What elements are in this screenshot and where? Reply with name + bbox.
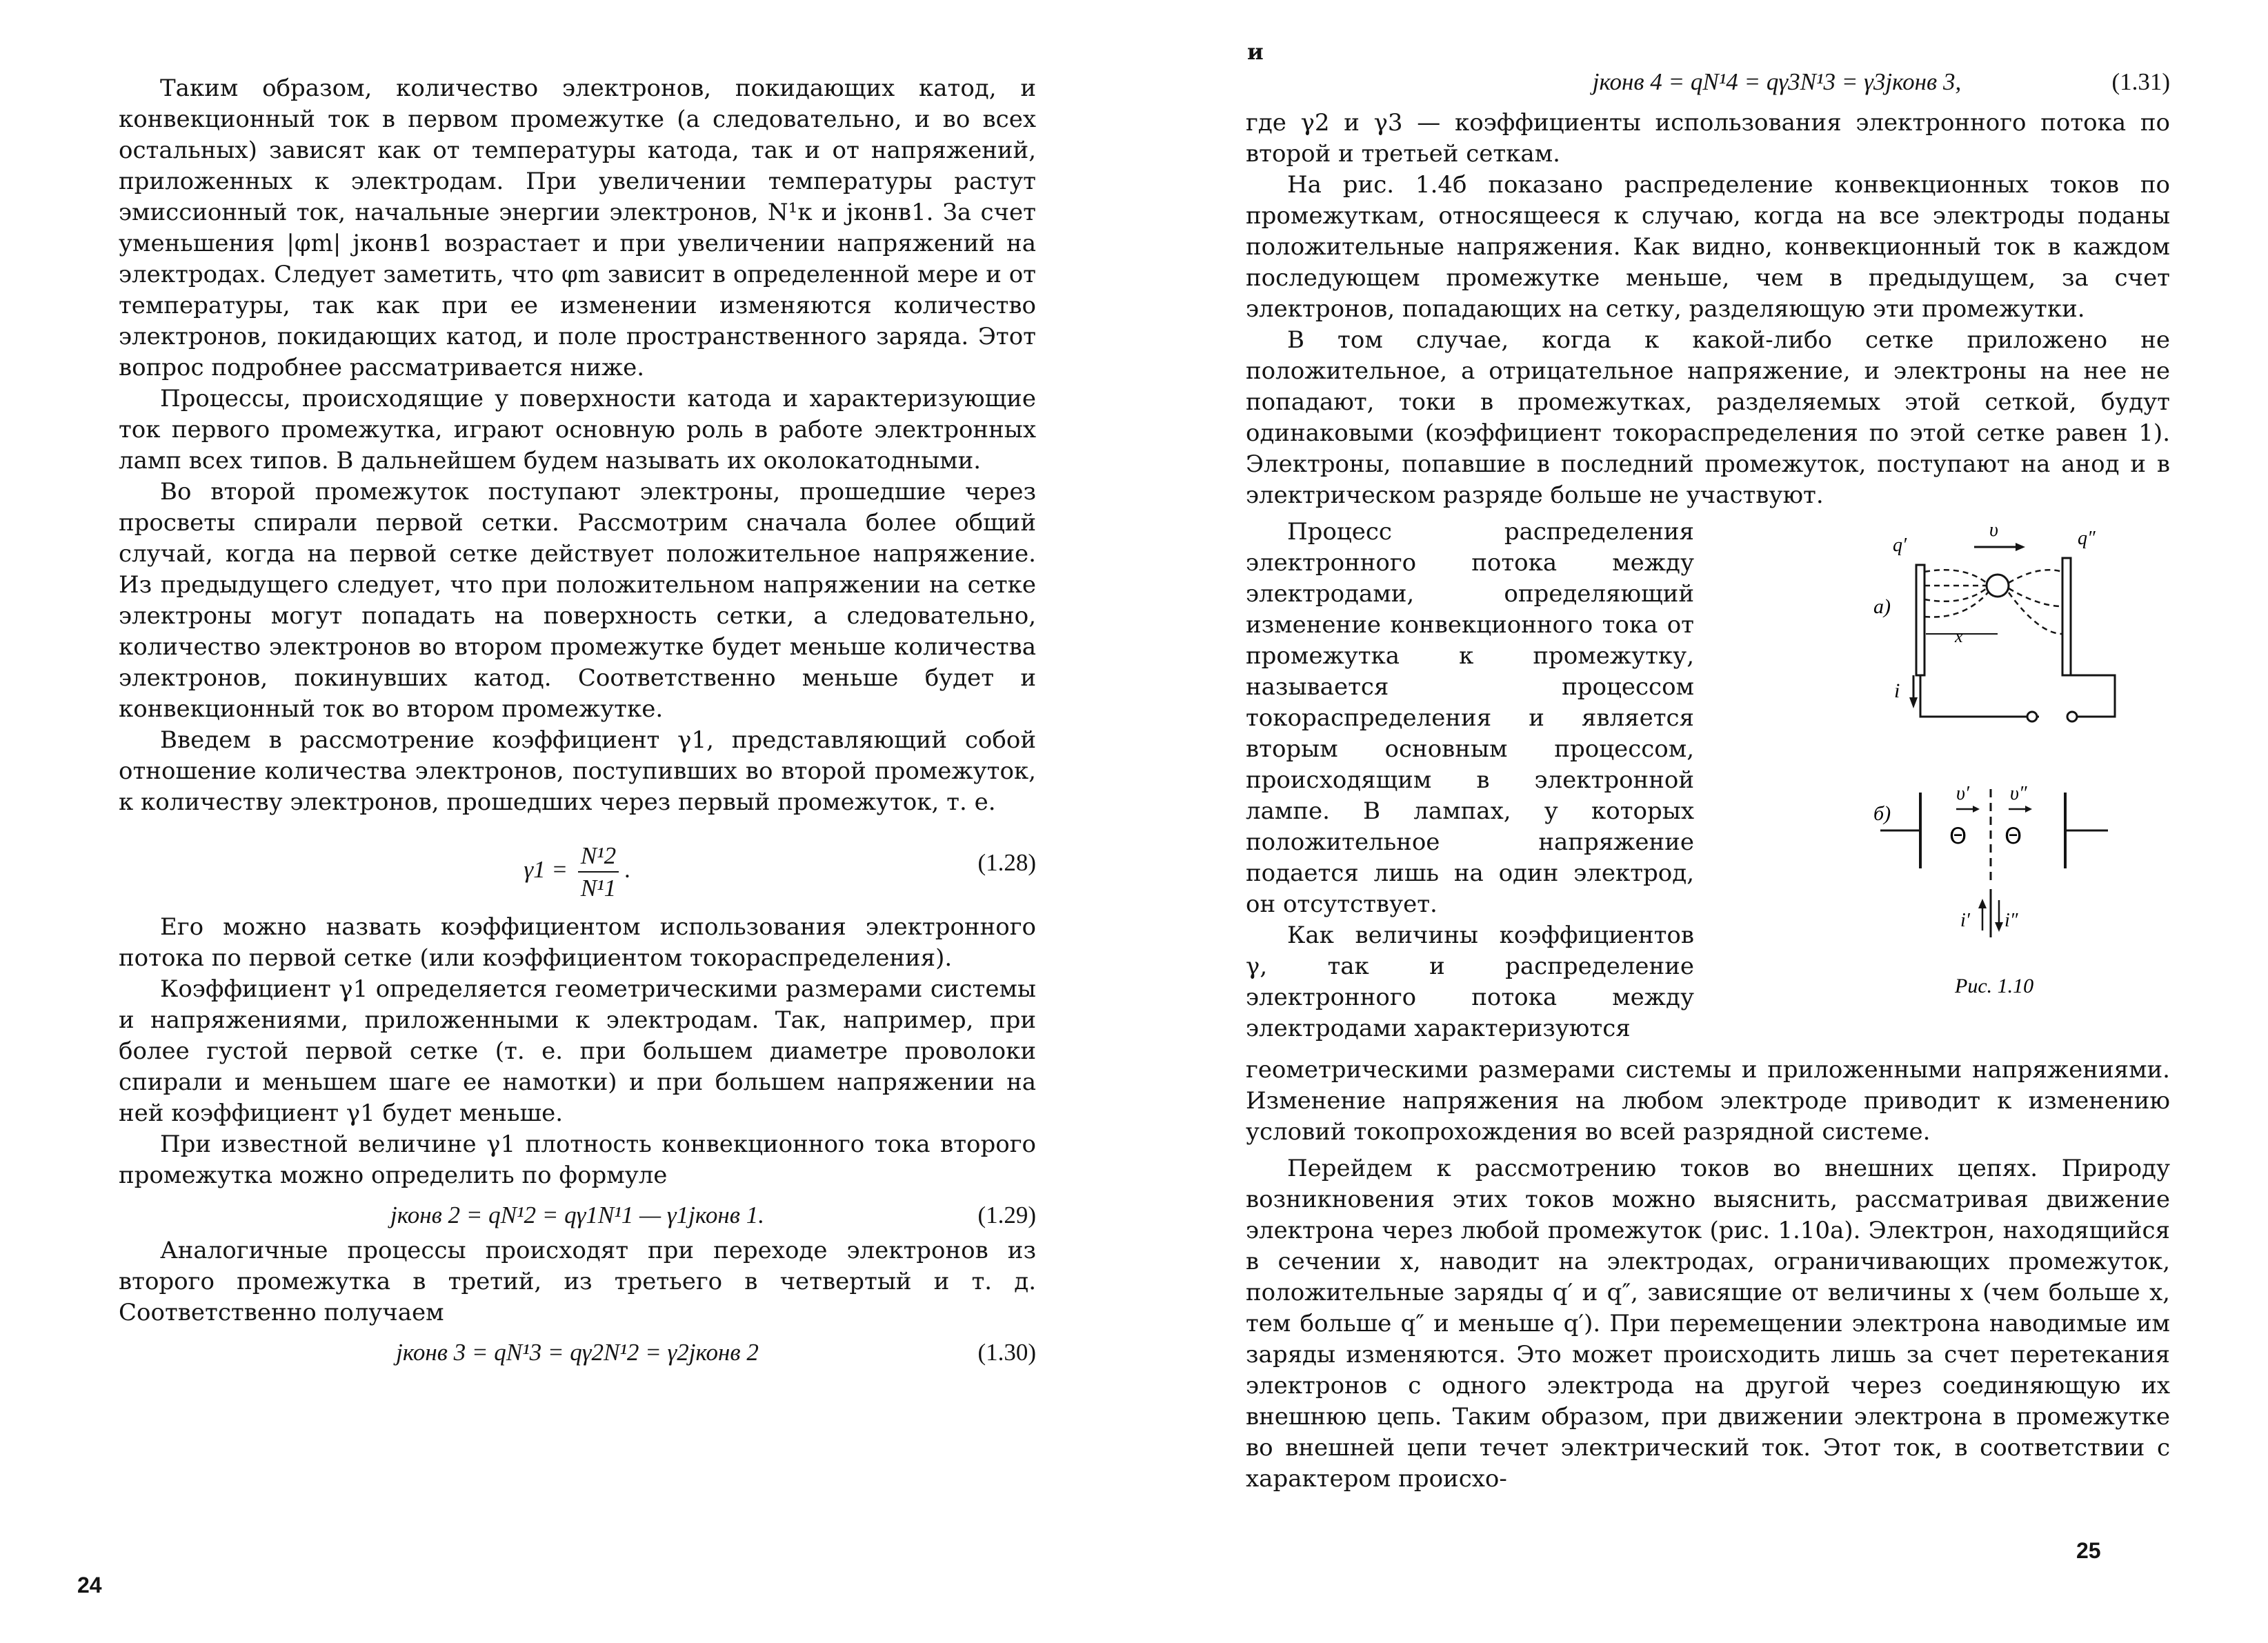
paragraph: В том случае, когда к какой-либо сетке приложено не положительное, а отрицательное напряжение, и электроны на нее не попадают, токи в промежутках, разделяемых этой сеткой, будут одинаковыми (коэффициент токораспределения по этой сетке равен 1). Электроны, попавшие в последний промежуток, поступают на анод и в электрическом разряде больше не участвуют. [1246,326,2170,509]
paragraph: где γ2 и γ3 — коэффициенты использования электронного потока по второй и третьей сеткам. [1246,109,2170,168]
paragraph: Процессы, происходящие у поверхности катода и характеризующие ток первого промежутка, играют основную роль в работе электронных ламп всех типов. В дальнейшем будем называть их околокатодными. [119,385,1036,475]
eq-tail: . [624,856,631,884]
electrode-left [1916,565,1924,675]
equation-text: jконв 4 = qN¹4 = qγ3N¹3 = γ3jконв 3, [1592,68,1962,95]
equation-number: (1.28) [977,849,1036,876]
label-a: а) [1873,595,1891,618]
label-b: б) [1873,802,1891,825]
equation-text: jконв 2 = qN¹2 = qγ1N¹1 — γ1jконв 1. [390,1202,764,1228]
label-v1: υ′ [1956,783,1969,804]
electron-a [1987,575,2009,597]
terminal-right [2067,712,2077,721]
equation-1-28 [119,825,1036,901]
label-i: i [1894,679,1900,702]
paragraph: Во второй промежуток поступают электроны, прошедшие через просветы спирали первой сетки. Рассмотрим сначала более общий случай, когда на первой сетке действует положительное напряжение. Из предыдущего следует, что при положительном напряжении на сетке электроны могут попадать на поверхность сетки, а следовательно, количество электронов во втором промежутке будет меньше количества электронов, покинувших катод. Соответственно меньше будет и конвекционный ток во втором промежутке. [119,478,1036,723]
equation-number: (1.29) [977,1202,1036,1228]
electron-b-right: Θ [2005,823,2022,849]
terminal-left [2027,712,2037,721]
figure-wrap-area [1246,517,2170,1055]
equation-1-30 [119,1331,1036,1373]
equation-text: jконв 3 = qN¹3 = qγ2N¹2 = γ2jконв 2 [396,1339,759,1366]
arrowhead-i1 [1978,899,1987,908]
lead-word: и [1247,39,1264,65]
arrowhead-v [2016,543,2025,551]
figure-caption: Рис. 1.10 [1955,975,2034,997]
paragraph: Его можно назвать коэффициентом использования электронного потока по первой сетке (или коэффициентом токораспределения). [119,913,1036,972]
label-i2: i″ [2005,910,2018,931]
paragraph: При известной величине γ1 плотность конвекционного тока второго промежутка можно определить по формуле [119,1131,1036,1189]
right-page [1131,0,2268,1643]
eq-denominator: N¹1 [580,875,617,902]
electrode-right [2062,558,2071,675]
right-text-column [1246,66,2170,1495]
paragraph: На рис. 1.4б показано распределение конвекционных токов по промежуткам, относящееся к случаю, когда на все электроды поданы положительные напряжения. Как видно, конвекционный ток в каждом последующем промежутке меньше, чем в предыдущем, за счет электронов, попадающих на сетку, разделяющую эти промежутки. [1246,171,2170,323]
eq-numerator: N¹2 [578,840,619,873]
paragraph: Таким образом, количество электронов, покидающих катод, и конвекционный ток в первом промежутке (а следовательно, и во всех остальных) зависят как от температуры катода, так и от напряжений, приложенных к электродам. При увеличении температуры растут эмиссионный ток, начальные энергии электронов, N¹к и jконв1. За счет уменьшения |φm| jконв1 возрастает и при увеличении напряжений на электродах. Следует заметить, что φm зависит в определенной мере и от температуры, так как при ее изменении изменяются количество электронов, покидающих катод, и поле пространственного заряда. Этот вопрос подробнее рассматривается ниже. [119,74,1036,381]
left-page [0,0,1131,1643]
equation-number: (1.31) [2111,68,2170,95]
paragraph: Аналогичные процессы происходят при переходе электронов из второго промежутка в третий, из третьего в четвертый и т. д. Соответственно получаем [119,1237,1036,1326]
arrowhead-i [1909,697,1918,708]
paragraph: Введем в рассмотрение коэффициент γ1, представляющий собой отношение количества электронов, поступивших во второй промежуток, к количеству электронов, прошедших через первый промежуток, т. е. [119,726,1036,816]
left-text-column [119,73,1036,1373]
paragraph: Как величины коэффициентов γ, так и распределение электронного потока между электродами характеризуются [1246,922,1694,1042]
label-v2: υ″ [2010,783,2027,804]
equation-1-31 [1384,66,2170,108]
label-i1: i′ [1960,910,1970,931]
label-v: υ [1989,519,1998,541]
circuit-right [2067,675,2115,717]
paragraph: геометрическими размерами системы и приложенными напряжениями. Изменение напряжения на любом электроде приводит к изменению условий токопрохождения во всей разрядной системе. [1246,1056,2170,1146]
figure-1-10 [1770,517,2170,1013]
page-number: 25 [2076,1538,2101,1563]
eq-lhs: γ1 = [524,856,568,884]
page-number: 24 [77,1573,102,1597]
wrapped-text [1246,517,1694,1044]
label-q2: q″ [2078,528,2096,549]
arrowhead-v2 [2025,806,2032,813]
paragraph: Перейдем к рассмотрению токов во внешних цепях. Природу возникновения этих токов можно выяснить, рассматривая движение электрона через любой промежуток (рис. 1.10а). Электрон, находящийся в сечении x, наводит на электродах, ограничивающих промежуток, положительные заряды q′ и q″, зависящие от величины x (чем больше x, тем больше q″ и меньше q′). При перемещении электрона наводимые им заряды изменяются. Это может происходить лишь за счет перетекания электронов с одного электрода на другой через соединяющую их внешнюю цепь. Таким образом, при движении электрона в промежутке во внешней цепи течет электрический ток. Этот ток, в соответствии с характером происхо- [1246,1155,2170,1493]
label-x: x [1955,626,1963,646]
paragraph: Коэффициент γ1 определяется геометрическими размерами системы и напряжениями, приложенными к электродам. Так, например, при более густой первой сетке (т. е. при большем диаметре проволоки спирали и меньшем шаге ее намотки) и при большем напряжении на ней коэффициент γ1 будет меньше. [119,975,1036,1127]
eq-fraction [578,840,619,904]
paragraph: Процесс распределения электронного потока между электродами, определяющий изменение конвекционного тока от промежутка к промежутку, называется процессом токораспределения и является вторым основным процессом, происходящим в электронной лампе. В лампах, у которых положительное напряжение подается лишь на один электрод, он отсутствует. [1246,518,1694,918]
circuit-left [1920,675,2039,717]
electron-b-left: Θ [1949,823,1967,849]
label-q1: q′ [1893,535,1907,556]
arrowhead-i2 [1995,922,2003,932]
arrowhead-v1 [1973,806,1980,813]
equation-number: (1.30) [977,1339,1036,1366]
equation-1-29 [119,1194,1036,1235]
